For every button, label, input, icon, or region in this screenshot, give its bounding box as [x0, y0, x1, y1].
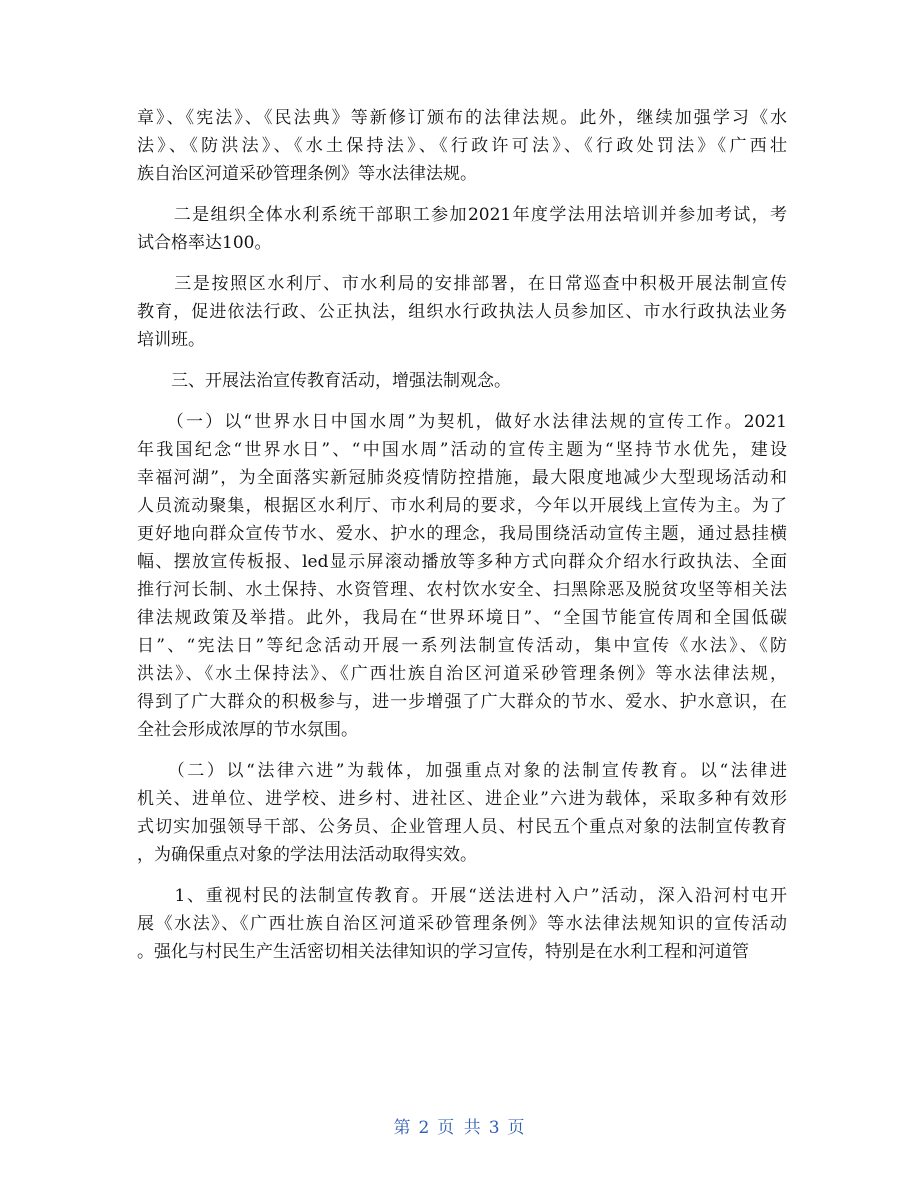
text-line: 律法规政策及举措。此外，我局在“世界环境日”、“全国节能宣传周和全国低碳 — [137, 608, 787, 628]
footer-suffix: 页 — [507, 1118, 527, 1138]
text-line: 更好地向群众宣传节水、爱水、护水的理念，我局围绕活动宣传主题，通过悬挂横 — [137, 524, 787, 544]
text-line: 日”、“宪法日”等纪念活动开展一系列法制宣传活动，集中宣传《水法》、《防 — [137, 636, 787, 656]
text-line: 展《水法》、《广西壮族自治区河道采砂管理条例》等水法律法规知识的宣传活动 — [137, 914, 787, 934]
paragraph-spacer — [137, 395, 787, 408]
text-line: 族自治区河道采砂管理条例》等水法律法规。 — [137, 164, 477, 184]
text-line: 式切实加强领导干部、公务员、企业管理人员、村民五个重点对象的法制宣传教育 — [137, 817, 787, 837]
footer-current-page: 2 — [418, 1118, 432, 1138]
text-line: 人员流动聚集，根据区水利厅、市水利局的要求，今年以开展线上宣传为主。为了 — [137, 496, 787, 516]
text-line: 机关、进单位、进学校、进乡村、进社区、进企业”六进为载体，采取多种有效形 — [137, 789, 787, 809]
paragraph — [137, 882, 787, 966]
document-body — [137, 104, 787, 966]
text-line: 全社会形成浓厚的节水氛围。 — [137, 720, 358, 740]
footer-total-pages: 3 — [488, 1118, 502, 1138]
text-line: 培训班。 — [137, 330, 205, 350]
text-line: ，为确保重点对象的学法用法活动取得实效。 — [137, 845, 477, 865]
text-line: 推行河长制、水土保持、水资管理、农村饮水安全、扫黑除恶及脱贫攻坚等相关法 — [137, 580, 787, 600]
text-line: 三是按照区水利厅、市水利局的安排部署，在日常巡查中积极开展法制宣传 — [137, 274, 787, 294]
text-line: 试合格率达100。 — [137, 233, 272, 253]
paragraph-spacer — [137, 354, 787, 367]
paragraph — [137, 408, 787, 744]
text-line: 章》、《宪法》、《民法典》等新修订颁布的法律法规。此外，继续加强学习《水 — [137, 108, 787, 128]
page-footer — [0, 1113, 920, 1138]
text-line: 二是组织全体水利系统干部职工参加2021年度学法用法培训并参加考试，考 — [137, 205, 787, 225]
text-line: 洪法》、《水土保持法》、《广西壮族自治区河道采砂管理条例》等水法律法规， — [137, 664, 787, 684]
footer-prefix: 第 — [393, 1118, 413, 1138]
text-line: 教育，促进依法行政、公正执法，组织水行政执法人员参加区、市水行政执法业务 — [137, 302, 787, 322]
paragraph — [137, 367, 787, 395]
paragraph — [137, 270, 787, 354]
paragraph-spacer — [137, 257, 787, 270]
text-line: 幅、摆放宣传板报、led显示屏滚动播放等多种方式向群众介绍水行政执法、全面 — [137, 552, 787, 572]
text-line: 1、重视村民的法制宣传教育。开展“送法进村入户”活动，深入沿河村屯开 — [137, 886, 787, 906]
text-line: 。强化与村民生产生活密切相关法律知识的学习宣传，特别是在水利工程和河道管 — [137, 942, 749, 962]
text-line: 得到了广大群众的积极参与，进一步增强了广大群众的节水、爱水、护水意识，在 — [137, 692, 787, 712]
paragraph-spacer — [137, 188, 787, 201]
paragraph — [137, 757, 787, 869]
text-line: （二）以“法律六进”为载体，加强重点对象的法制宣传教育。以“法律进 — [137, 761, 787, 781]
text-line: 年我国纪念“世界水日”、“中国水周”活动的宣传主题为“坚持节水优先，建设 — [137, 440, 787, 460]
text-line: 幸福河湖”，为全面落实新冠肺炎疫情防控措施，最大限度地减少大型现场活动和 — [137, 468, 787, 488]
paragraph — [137, 201, 787, 257]
text-line: （一）以“世界水日中国水周”为契机，做好水法律法规的宣传工作。2021 — [137, 412, 787, 432]
paragraph-spacer — [137, 744, 787, 757]
paragraph-spacer — [137, 869, 787, 882]
paragraph — [137, 104, 787, 188]
footer-middle: 页 共 — [437, 1118, 483, 1138]
text-line: 三、开展法治宣传教育活动，增强法制观念。 — [137, 371, 511, 391]
text-line: 法》、《防洪法》、《水土保持法》、《行政许可法》、《行政处罚法》《广西壮 — [137, 136, 787, 156]
